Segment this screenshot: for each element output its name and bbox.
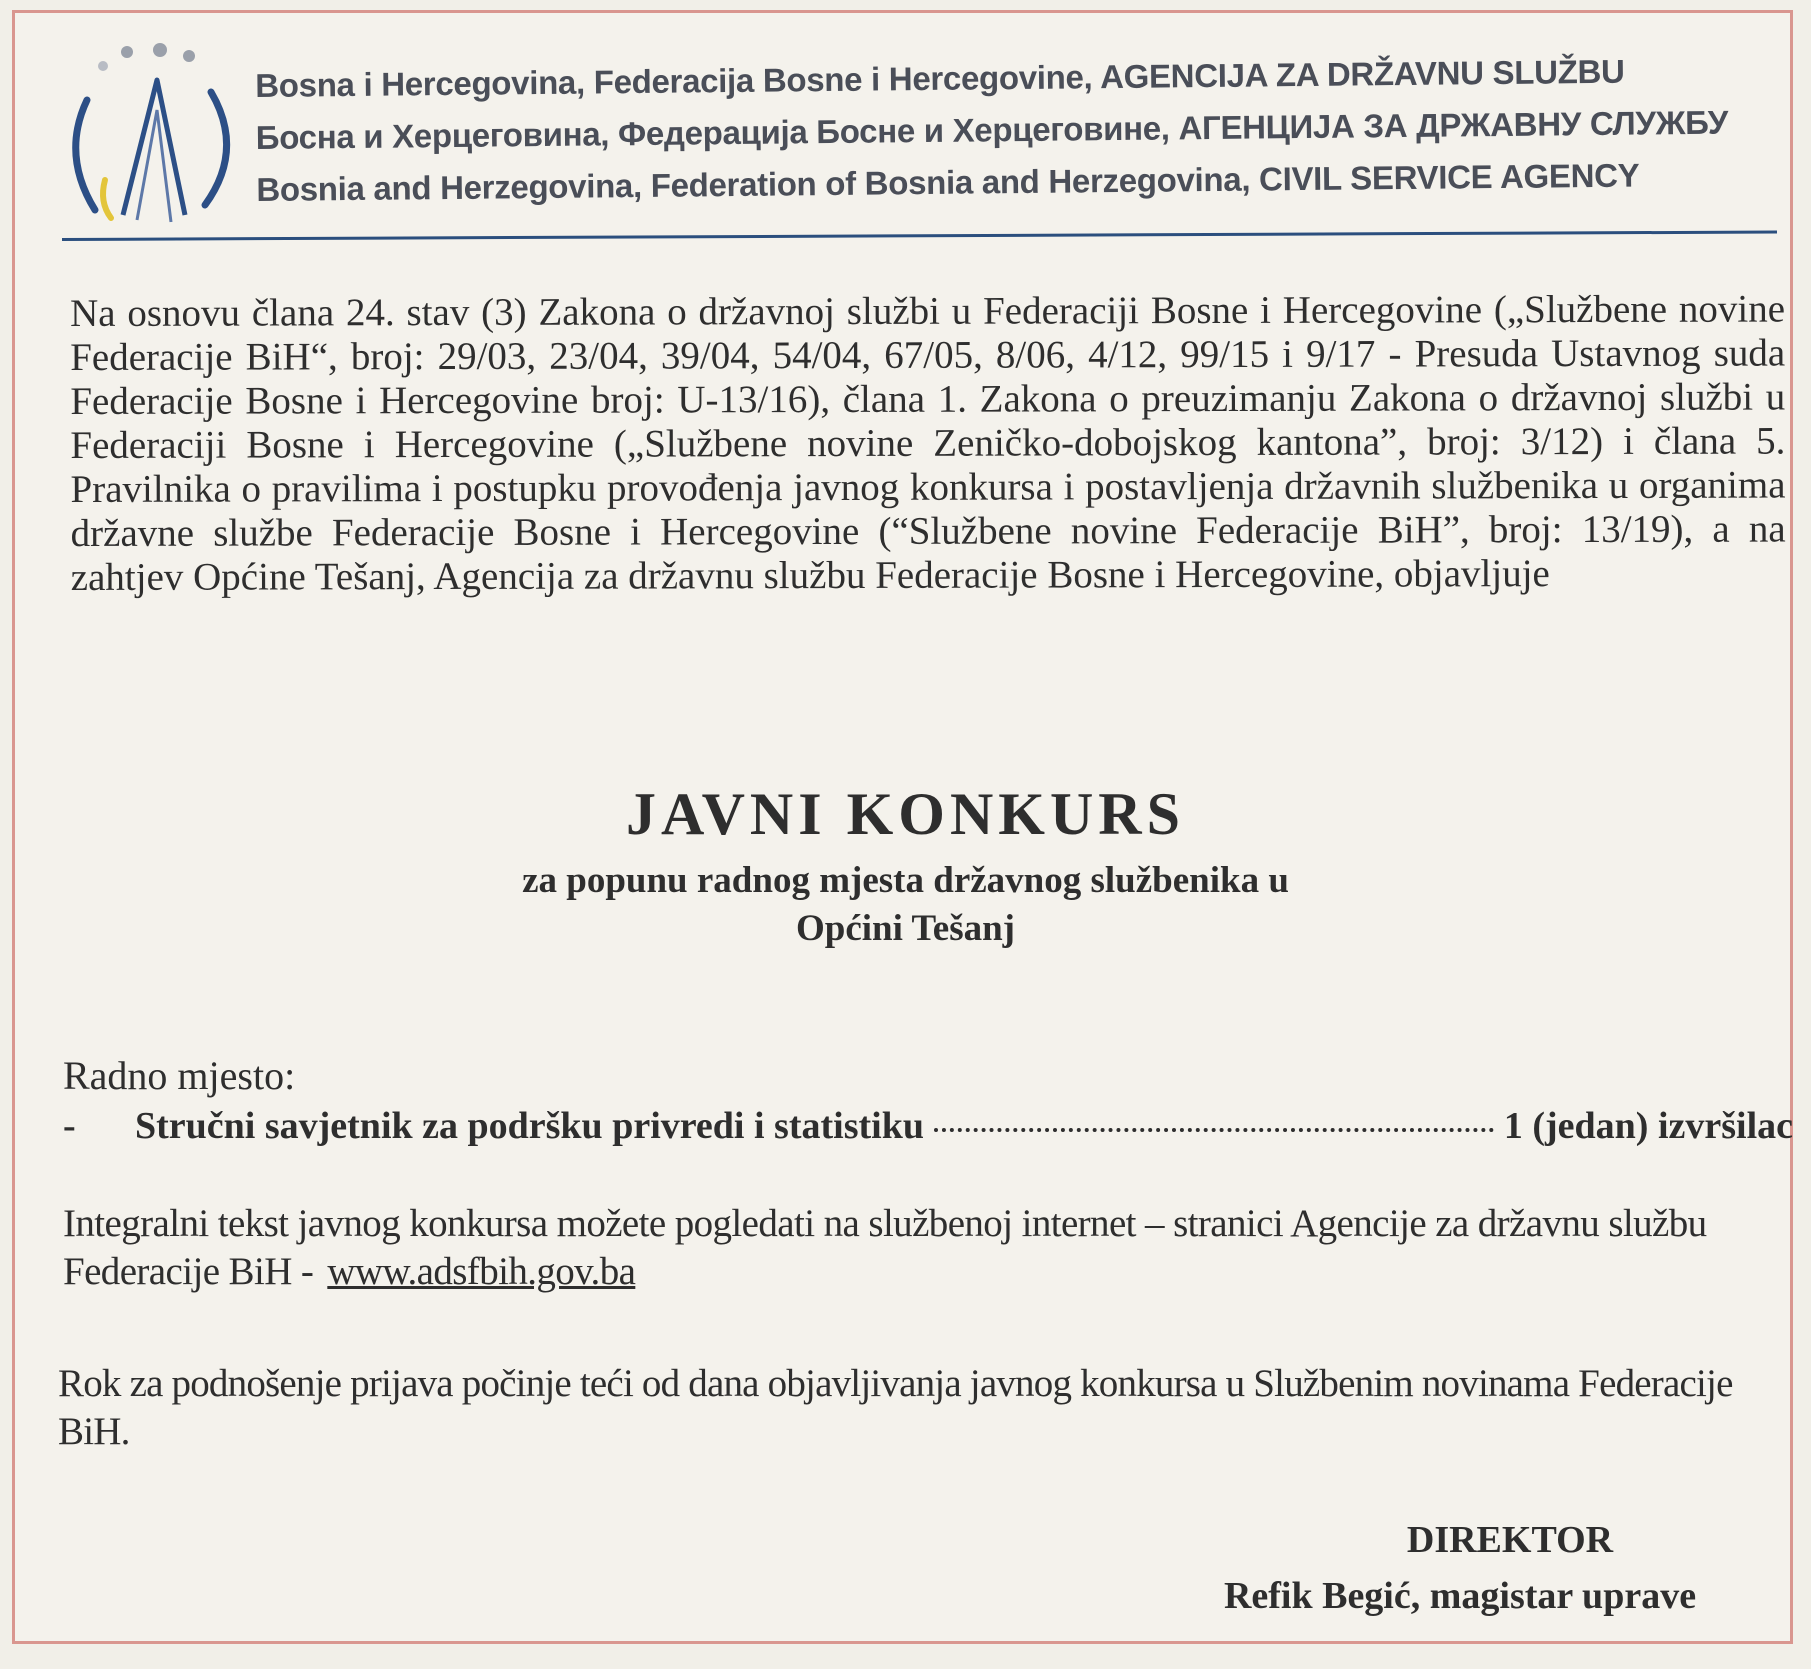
notice-subtitle	[0, 857, 1811, 953]
agency-name-lines	[255, 44, 1757, 216]
integral-text: Integralni tekst javnog konkursa možete pogledati na službenoj internet – stranici Agencije za državnu službu Federacije BiH -	[63, 1202, 1707, 1293]
signature-name: Refik Begić, magistar uprave	[1223, 1575, 1697, 1617]
agency-logo-icon	[65, 40, 235, 240]
signature-block	[1160, 1512, 1760, 1624]
leader-dots	[934, 1128, 1494, 1132]
deadline-paragraph: Rok za podnošenje prijava počinje teći od dana objavljivanja javnog konkursa u Službenim novinama Federacije BiH.	[58, 1362, 1733, 1453]
position-row	[63, 1104, 1793, 1148]
subtitle-line-2: Općini Tešanj	[795, 908, 1015, 949]
integral-text-paragraph	[63, 1200, 1788, 1296]
position-bullet: -	[63, 1105, 76, 1147]
signature-title: DIREKTOR	[1406, 1519, 1614, 1561]
agency-header	[55, 40, 1775, 250]
legal-basis-paragraph: Na osnovu člana 24. stav (3) Zakona o državnoj službi u Federaciji Bosne i Hercegovine („Službene novine Federacije BiH“, broj: 29/03, 23/04, 39/04, 54/04, 67/05, 8/06, 4/12, 99/15 i 9/17 - Presuda Ustavnog suda Federacije Bosne i Hercegovine broj: U-13/16), člana 1. Zakona o preuzimanju Zakona o državnoj službi u Federaciji Bosne i Hercegovine („Službene novine Zeničko-dobojskog kantona”, broj: 3/12) i člana 5. Pravilnika o pravilima i postupku provođenja javnog konkursa i postavljenja državnih službenika u organima državne službe Federacije Bosne i Hercegovine (“Službene novine Federacije BiH”, broj: 13/19), a na zahtjev Općine Tešanj, Agencija za državnu službu Federacije Bosne i Hercegovine, objavljuje	[70, 287, 1786, 599]
agency-name-cyrillic: Босна и Херцеговина, Федерација Босне и Херцеговине, АГЕНЦИЈА ЗА ДРЖАВНУ СЛУЖБУ	[255, 103, 1729, 156]
website-link[interactable]: www.adsfbih.gov.ba	[327, 1250, 636, 1293]
agency-name-latin: Bosna i Hercegovina, Federacija Bosne i Hercegovine, AGENCIJA ZA DRŽAVNU SLUŽBU	[255, 52, 1625, 104]
subtitle-line-1: za popunu radnog mjesta državnog službenika u	[522, 860, 1289, 901]
notice-title: JAVNI KONKURS	[626, 781, 1185, 847]
position-count: 1 (jedan) izvršilac	[1503, 1105, 1793, 1147]
position-name: Stručni savjetnik za podršku privredi i statistiku	[135, 1105, 924, 1147]
agency-name-english: Bosnia and Herzegovina, Federation of Bosnia and Herzegovina, CIVIL SERVICE AGENCY	[256, 156, 1640, 208]
position-label: Radno mjesto:	[63, 1053, 296, 1098]
